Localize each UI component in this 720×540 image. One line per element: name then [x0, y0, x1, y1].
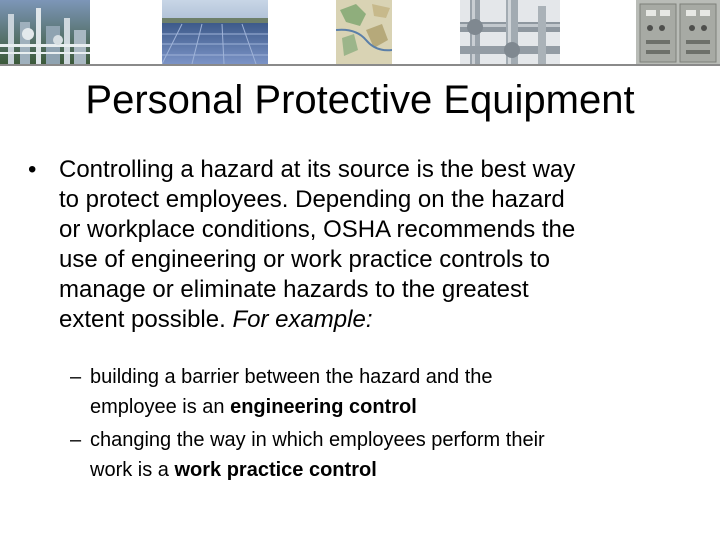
bullet-line: use of engineering or work practice controls to — [59, 246, 550, 273]
sub-bullet-line: changing the way in which employees perform their — [90, 429, 545, 451]
sub-bullet-marker: – — [70, 366, 82, 388]
bullet-line: manage or eliminate hazards to the greatest — [59, 276, 529, 303]
pipes-photo — [460, 0, 560, 64]
map-photo — [336, 0, 392, 64]
solar-panel-photo — [162, 0, 268, 64]
control-panel-photo — [636, 0, 720, 64]
refinery-photo — [0, 0, 90, 64]
sub-bullet-marker: – — [70, 429, 82, 451]
sub-bullet-engineering — [90, 362, 710, 422]
sub-bullet-line — [90, 455, 710, 485]
header-photo-banner — [0, 0, 720, 66]
sub-bullet-line — [90, 392, 710, 422]
bullet-line: Controlling a hazard at its source is the best way — [59, 156, 576, 183]
bullet-marker: • — [28, 156, 37, 183]
sub-bullet-text: work is a — [90, 459, 175, 481]
slide-title: Personal Protective Equipment — [85, 78, 635, 122]
bullet-line: to protect employees. Depending on the hazard — [59, 186, 565, 213]
bullet-line: extent possible. — [59, 306, 233, 333]
bullet-last-line — [59, 305, 699, 335]
work-practice-control-term: work practice control — [174, 459, 377, 481]
sub-bullet-text: employee is an — [90, 396, 231, 418]
example-emphasis: For example: — [232, 306, 373, 333]
bullet-paragraph — [59, 155, 699, 335]
engineering-control-term: engineering control — [230, 396, 417, 418]
sub-bullet-work-practice — [90, 425, 710, 485]
bullet-line: or workplace conditions, OSHA recommends the — [59, 216, 576, 243]
sub-bullet-line: building a barrier between the hazard and the — [90, 366, 493, 388]
banner-divider — [0, 64, 720, 66]
